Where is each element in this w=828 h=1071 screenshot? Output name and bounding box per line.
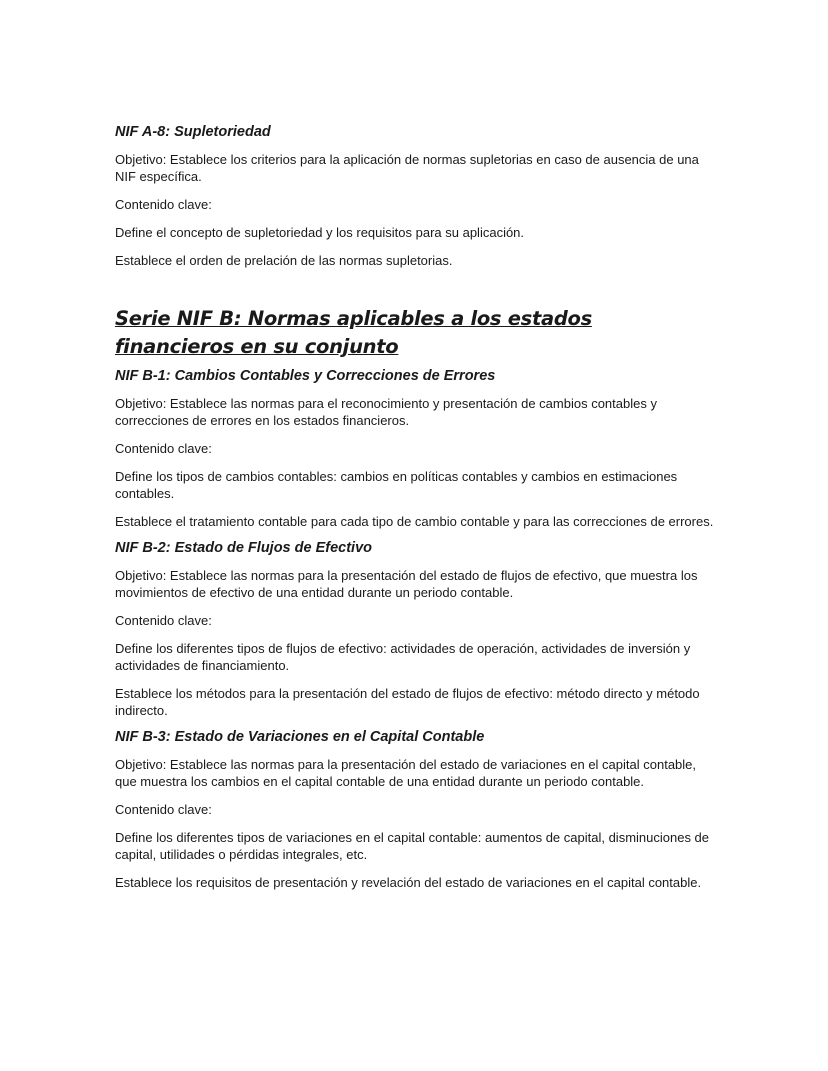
objetivo-b3: Objetivo: Establece las normas para la presentación del estado de variaciones en el capital contable, que muestra los cambios en el capital contable de una entidad durante un periodo contable. <box>115 757 697 789</box>
objetivo-b2: Objetivo: Establece las normas para la presentación del estado de flujos de efectivo, que muestra los movimientos de efectivo de una entidad durante un periodo contable. <box>115 568 698 600</box>
objetivo-a8: Objetivo: Establece los criterios para la aplicación de normas supletorias en caso de ausencia de una NIF específica. <box>115 152 699 184</box>
contenido-label-b1: Contenido clave: <box>115 441 212 456</box>
document-page <box>115 123 715 902</box>
item-b1-2: Establece el tratamiento contable para cada tipo de cambio contable y para las correcciones de errores. <box>115 514 714 529</box>
section-nif-a8 <box>115 123 715 269</box>
item-b2-1: Define los diferentes tipos de flujos de efectivo: actividades de operación, actividades de inversión y actividades de financiamiento. <box>115 641 691 673</box>
section-nif-b1 <box>115 367 715 530</box>
heading-nif-b1: NIF B-1: Cambios Contables y Correcciones de Errores <box>115 368 496 384</box>
contenido-label-b2: Contenido clave: <box>115 613 212 628</box>
section-nif-b3 <box>115 728 715 891</box>
objetivo-b1: Objetivo: Establece las normas para el reconocimiento y presentación de cambios contables y correcciones de errores en los estados financieros. <box>115 396 657 428</box>
item-a8-1: Define el concepto de supletoriedad y los requisitos para su aplicación. <box>115 225 525 240</box>
item-b3-2: Establece los requisitos de presentación y revelación del estado de variaciones en el capital contable. <box>115 875 702 890</box>
item-a8-2: Establece el orden de prelación de las normas supletorias. <box>115 253 453 268</box>
heading-nif-b2: NIF B-2: Estado de Flujos de Efectivo <box>115 540 373 556</box>
heading-nif-a8: NIF A-8: Supletoriedad <box>115 124 271 140</box>
heading-nif-b3: NIF B-3: Estado de Variaciones en el Capital Contable <box>115 729 485 745</box>
section-nif-b2 <box>115 539 715 719</box>
contenido-label-a8: Contenido clave: <box>115 197 212 212</box>
item-b2-2: Establece los métodos para la presentación del estado de flujos de efectivo: método directo y método indirecto. <box>115 686 700 718</box>
contenido-label-b3: Contenido clave: <box>115 802 212 817</box>
serie-nif-b-title: Serie NIF B: Normas aplicables a los estados financieros en su conjunto <box>115 307 592 358</box>
item-b1-1: Define los tipos de cambios contables: cambios en políticas contables y cambios en estimaciones contables. <box>115 469 678 501</box>
item-b3-1: Define los diferentes tipos de variaciones en el capital contable: aumentos de capital, disminuciones de capital, utilidades o pérdidas integrales, etc. <box>115 830 710 862</box>
